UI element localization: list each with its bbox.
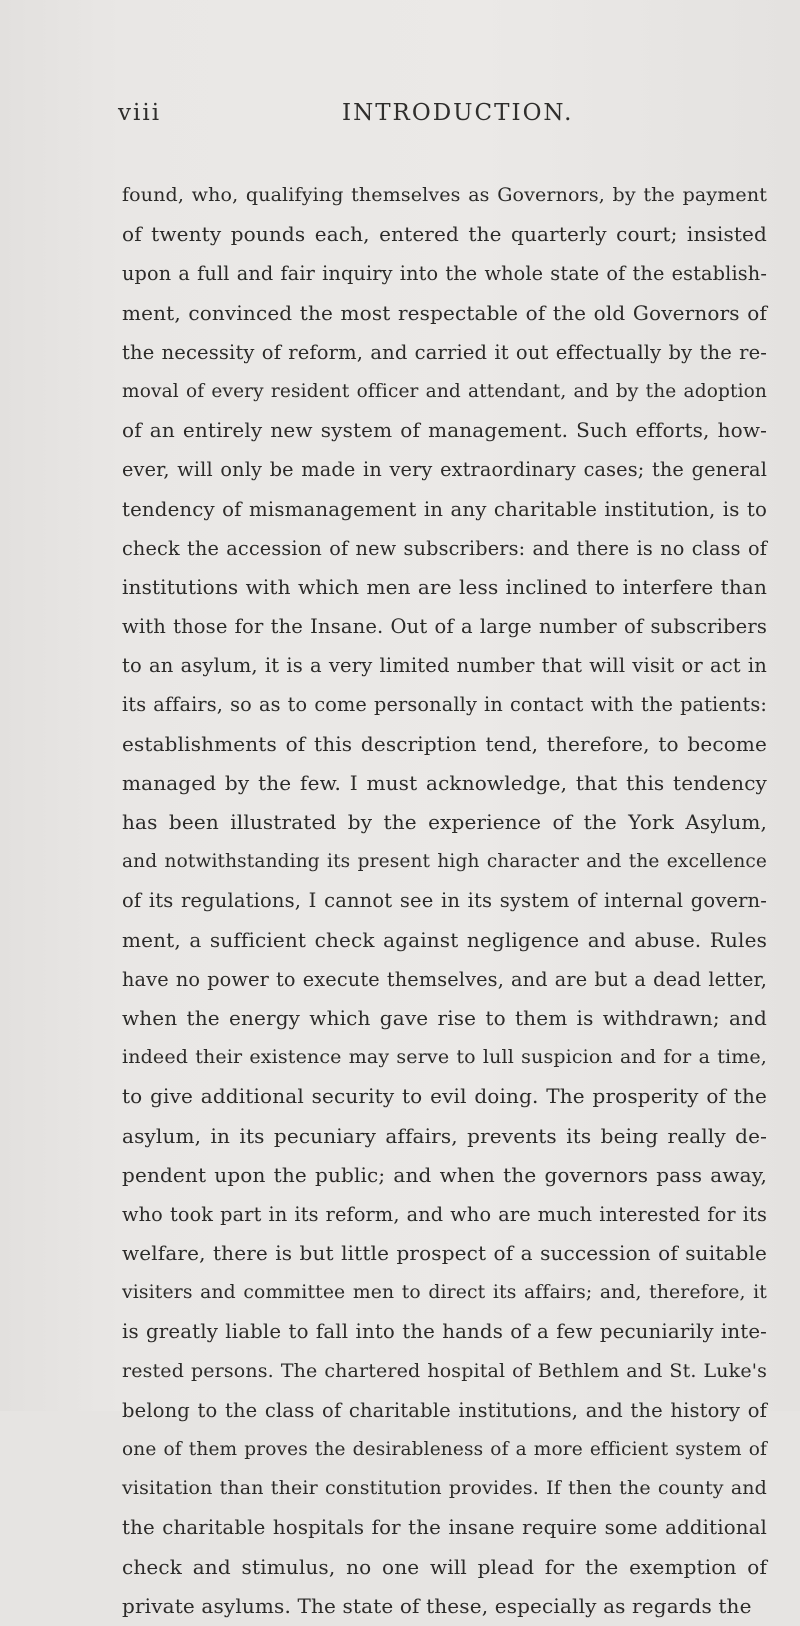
text-line: welfare, there is but little prospect of a succession of suitable [122, 1241, 767, 1266]
text-line: when the energy which gave rise to them is withdrawn; and [122, 1005, 767, 1030]
text-line: who took part in its reform, and who are much interested for its [122, 1202, 767, 1226]
text-line: the necessity of reform, and carried it out effectually by the re- [122, 340, 767, 364]
text-line: private asylums. The state of these, especially as regards the [122, 1593, 752, 1618]
text-line: belong to the class of charitable institutions, and the history of [122, 1398, 767, 1422]
text-line: one of them proves the desirableness of a more efficient system of [122, 1439, 767, 1460]
text-line: and notwithstanding its present high character and the excellence [122, 851, 767, 873]
text-line: have no power to execute themselves, and are but a dead letter, [122, 967, 767, 991]
running-head [118, 100, 768, 140]
text-line: indeed their existence may serve to lull suspicion and for a time, [122, 1046, 767, 1069]
running-title: INTRODUCTION. [342, 100, 574, 126]
text-line: visitation than their constitution provides. If then the county and [122, 1477, 767, 1500]
text-line: of twenty pounds each, entered the quarterly court; insisted [122, 222, 767, 247]
text-line: visiters and committee men to direct its affairs; and, therefore, it [122, 1282, 767, 1304]
text-line: ment, convinced the most respectable of the old Governors of [122, 300, 767, 325]
text-line: check the accession of new subscribers: and there is no class of [122, 536, 767, 560]
text-line: institutions with which men are less inclined to interfere than [122, 574, 767, 599]
text-line: ment, a sufficient check against negligence and abuse. Rules [122, 927, 767, 952]
text-line: asylum, in its pecuniary affairs, prevents its being really de- [122, 1123, 767, 1148]
text-line: upon a full and fair inquiry into the whole state of the establish- [122, 262, 767, 286]
text-line: of an entirely new system of management. Such efforts, how- [122, 418, 767, 443]
text-line: is greatly liable to fall into the hands of a few pecuniarily inte- [122, 1320, 767, 1344]
text-line: establishments of this description tend, therefore, to become [122, 731, 767, 756]
text-line: its affairs, so as to come personally in contact with the patients: [122, 693, 767, 717]
text-line: managed by the few. I must acknowledge, that this tendency [122, 770, 767, 795]
text-line: to give additional security to evil doing. The prosperity of the [122, 1084, 767, 1109]
text-line: with those for the Insane. Out of a large number of subscribers [122, 615, 767, 639]
text-line: the charitable hospitals for the insane require some additional [122, 1516, 767, 1540]
text-line: found, who, qualifying themselves as Governors, by the payment [122, 184, 767, 206]
text-line: to an asylum, it is a very limited number that will visit or act in [122, 654, 767, 678]
text-line: moval of every resident officer and attendant, and by the adoption [122, 380, 767, 402]
body-text [122, 176, 767, 1626]
text-line: ever, will only be made in very extraordinary cases; the general [122, 458, 767, 482]
page-number: viii [118, 100, 162, 126]
text-line: tendency of mismanagement in any charitable institution, is to [122, 497, 767, 521]
text-line: has been illustrated by the experience of the York Asylum, [122, 810, 767, 834]
text-line: rested persons. The chartered hospital of Bethlem and St. Luke's [122, 1359, 767, 1382]
text-line: of its regulations, I cannot see in its system of internal govern- [122, 889, 767, 913]
text-line: check and stimulus, no one will plead for the exemption of [122, 1554, 767, 1579]
text-line: pendent upon the public; and when the governors pass away, [122, 1162, 767, 1187]
